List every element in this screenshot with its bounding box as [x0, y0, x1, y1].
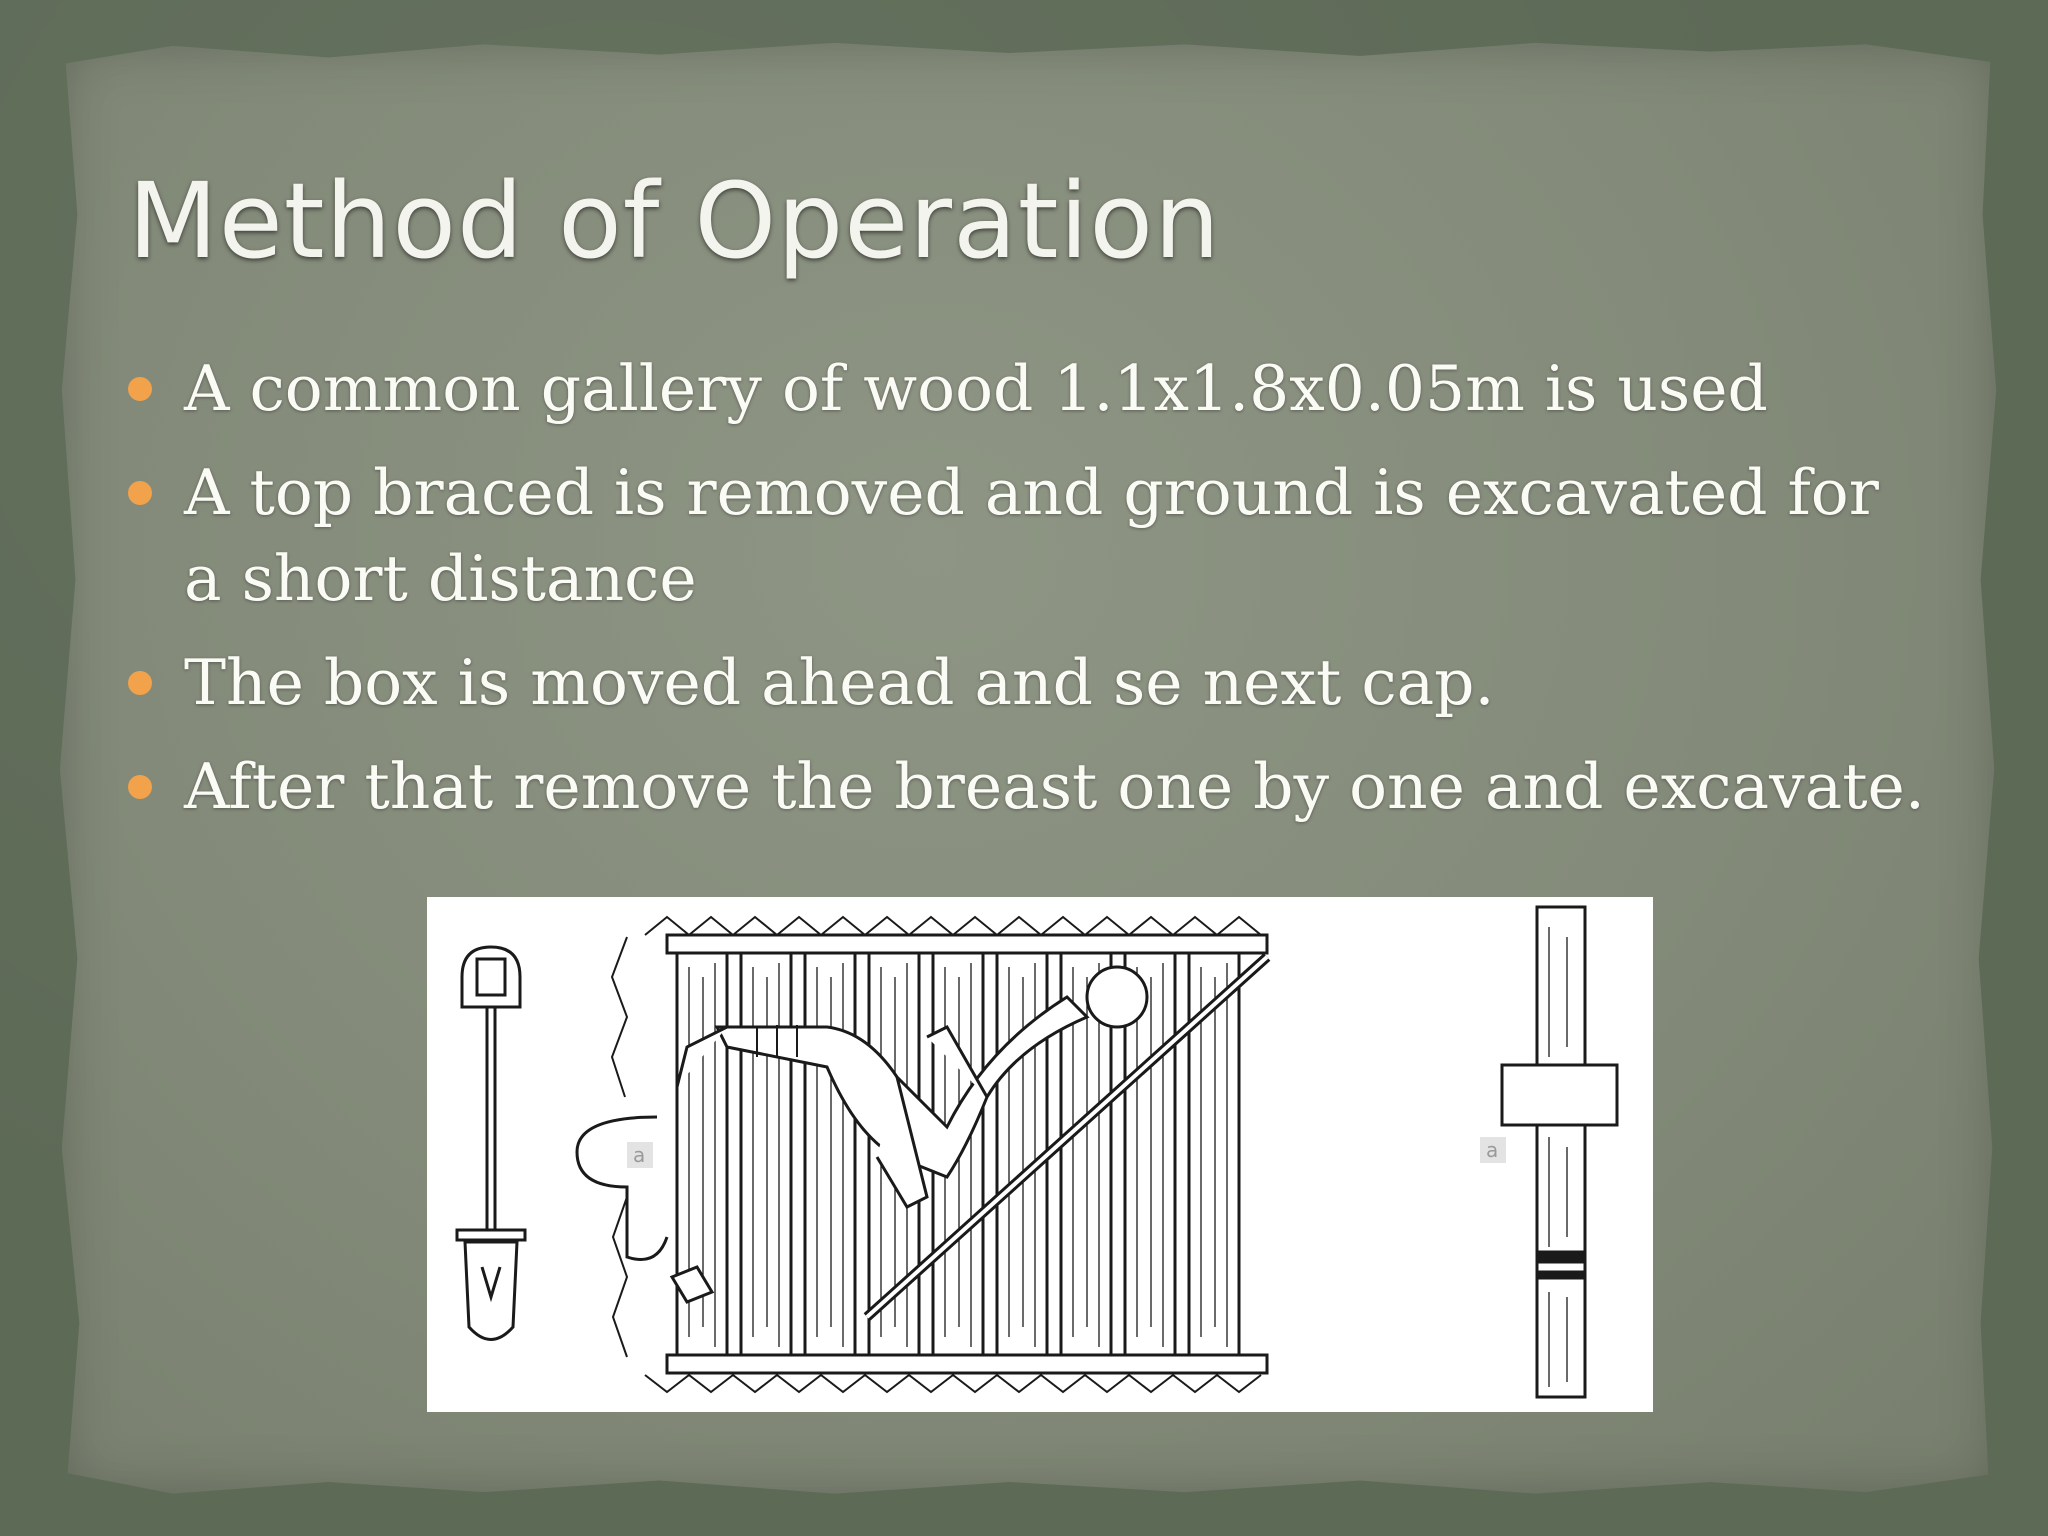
bullet-item	[128, 640, 1928, 726]
slide-title: Method of Operation	[128, 160, 1221, 282]
bullet-dot-icon	[128, 775, 152, 799]
bullet-text: A top braced is removed and ground is excavated for a short distance	[184, 456, 1879, 615]
bullet-dot-icon	[128, 377, 152, 401]
bullet-dot-icon	[128, 671, 152, 695]
tunnel-poling-box-illustration-icon	[427, 897, 1653, 1412]
figure-label-a: a	[1486, 1138, 1499, 1162]
bullet-item	[128, 450, 1928, 622]
figure-label-a: a	[633, 1143, 646, 1167]
bullet-dot-icon	[128, 481, 152, 505]
bullet-text: After that remove the breast one by one and excavate.	[184, 750, 1925, 823]
bullet-item	[128, 346, 1928, 432]
side-elevation	[1502, 907, 1617, 1397]
bullet-text: The box is moved ahead and se next cap.	[184, 646, 1495, 719]
bullet-text: A common gallery of wood 1.1x1.8x0.05m is used	[184, 352, 1768, 425]
bullet-list	[128, 346, 1928, 848]
bullet-item	[128, 744, 1928, 830]
tunnel-illustration	[427, 897, 1653, 1412]
spade-icon	[457, 947, 525, 1340]
